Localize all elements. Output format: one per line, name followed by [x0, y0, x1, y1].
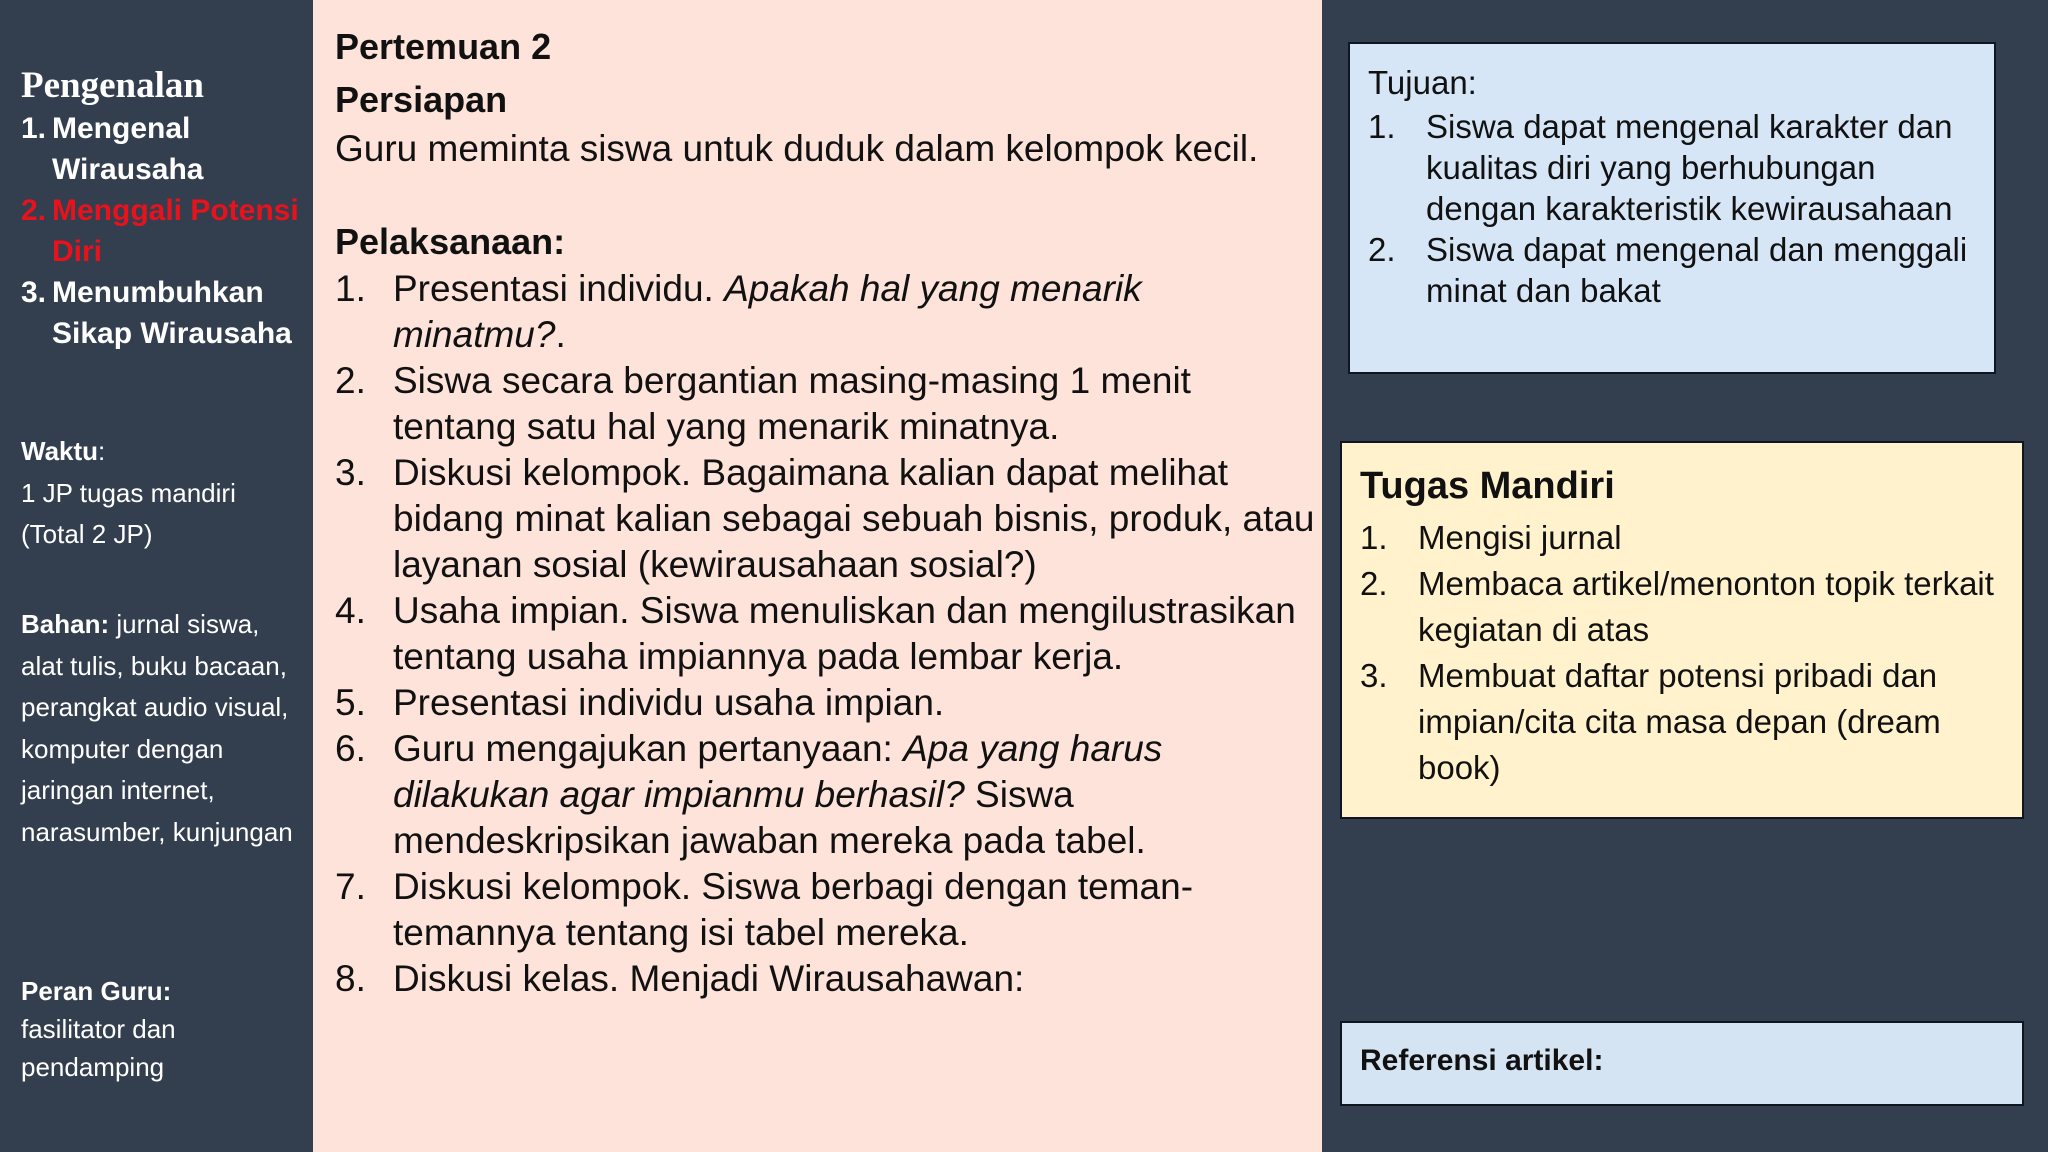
list-item-text: Siswa dapat mengenal dan menggali minat dan bakat — [1426, 231, 1968, 309]
tujuan-title: Tujuan: — [1368, 64, 1477, 101]
sidebar-item-menggali-potensi-diri[interactable] — [21, 190, 311, 272]
waktu-label: Waktu — [21, 436, 99, 466]
list-item — [1368, 229, 1988, 311]
bahan-value: jurnal siswa, alat tulis, buku bacaan, perangkat audio visual, komputer dengan jaringan internet, narasumber, kunjungan — [21, 609, 293, 847]
list-item-number: 3. — [1360, 657, 1388, 694]
sidebar-item-menumbuhkan-sikap-wirausaha[interactable] — [21, 272, 311, 354]
peran-guru-section — [21, 972, 306, 1086]
sidebar-menu — [21, 108, 311, 354]
sidebar-item-number: 2. — [21, 194, 47, 227]
list-item-question: Apakah hal yang menarik minatmu? — [393, 268, 1142, 355]
main-panel — [313, 0, 1322, 1152]
tujuan-list — [1368, 106, 1988, 311]
list-item — [335, 450, 1315, 588]
peran-guru-label: Peran Guru: — [21, 976, 172, 1006]
list-item — [1368, 106, 1988, 229]
list-item-text: Diskusi kelas. Menjadi Wirausahawan: — [393, 958, 1025, 999]
list-item-number: 5. — [335, 682, 366, 723]
referensi-box — [1340, 1021, 2024, 1106]
peran-guru-value: fasilitator dan pendamping — [21, 1014, 176, 1082]
list-item — [1360, 561, 2020, 653]
pelaksanaan-list — [335, 266, 1315, 1002]
list-item-tail: Siswa mendeskripsikan jawaban mereka pada tabel. — [393, 774, 1146, 861]
list-item-question: Apa yang harus dilakukan agar impianmu berhasil? — [393, 728, 1163, 815]
list-item-number: 2. — [335, 360, 366, 401]
bahan-section — [21, 604, 306, 853]
list-item-text: Presentasi individu. — [393, 268, 725, 309]
list-item-text: Usaha impian. Siswa menuliskan dan mengilustrasikan tentang usaha impiannya pada lembar kerja. — [393, 590, 1296, 677]
pelaksanaan-heading: Pelaksanaan: — [335, 221, 566, 262]
list-item-number: 1. — [335, 268, 366, 309]
list-item — [1360, 653, 2020, 791]
list-item-number: 1. — [1368, 108, 1396, 145]
list-item — [335, 956, 1315, 1002]
referensi-title: Referensi artikel: — [1360, 1044, 1604, 1077]
bahan-label: Bahan: — [21, 609, 110, 639]
tugas-mandiri-list — [1360, 515, 2020, 791]
tugas-mandiri-box — [1340, 441, 2024, 819]
list-item-text: Mengisi jurnal — [1418, 519, 1622, 556]
list-item — [335, 358, 1315, 450]
list-item — [335, 726, 1315, 864]
tujuan-box — [1348, 42, 1996, 374]
list-item-text: Guru mengajukan pertanyaan: — [393, 728, 904, 769]
sidebar — [0, 0, 312, 1152]
list-item-number: 2. — [1368, 231, 1396, 268]
list-item — [335, 864, 1315, 956]
list-item-text: Membaca artikel/menonton topik terkait kegiatan di atas — [1418, 565, 1994, 648]
waktu-colon: : — [98, 436, 106, 466]
sidebar-item-mengenal-wirausaha[interactable] — [21, 108, 311, 190]
persiapan-heading: Persiapan — [335, 79, 508, 120]
list-item — [1360, 515, 2020, 561]
list-item-number: 3. — [335, 452, 366, 493]
sidebar-item-number: 1. — [21, 112, 47, 145]
list-item-number: 6. — [335, 728, 366, 769]
list-item — [335, 588, 1315, 680]
persiapan-text: Guru meminta siswa untuk duduk dalam kelompok kecil. — [335, 128, 1259, 169]
list-item-number: 7. — [335, 866, 366, 907]
list-item-tail: . — [555, 314, 566, 355]
sidebar-item-label: Menumbuhkan Sikap Wirausaha — [52, 276, 292, 350]
waktu-section — [21, 431, 306, 556]
list-item-text: Membuat daftar potensi pribadi dan impian/cita cita masa depan (dream book) — [1418, 657, 1941, 786]
list-item-text: Siswa dapat mengenal karakter dan kualitas diri yang berhubungan dengan karakteristik kewirausahaan — [1426, 108, 1953, 227]
list-item — [335, 266, 1315, 358]
list-item-text: Presentasi individu usaha impian. — [393, 682, 945, 723]
tugas-mandiri-title: Tugas Mandiri — [1360, 465, 1615, 507]
sidebar-item-label: Menggali Potensi Diri — [52, 194, 299, 268]
list-item-text: Siswa secara bergantian masing-masing 1 menit tentang satu hal yang menarik minatnya. — [393, 360, 1191, 447]
list-item-text: Diskusi kelompok. Bagaimana kalian dapat melihat bidang minat kalian sebagai sebuah bisnis, produk, atau layanan sosial (kewirausahaan sosial?) — [393, 452, 1315, 585]
sidebar-item-number: 3. — [21, 276, 47, 309]
list-item-number: 4. — [335, 590, 366, 631]
sidebar-title: Pengenalan — [21, 65, 204, 106]
sidebar-item-label: Mengenal Wirausaha — [52, 112, 204, 186]
list-item-text: Diskusi kelompok. Siswa berbagi dengan teman-temannya tentang isi tabel mereka. — [393, 866, 1194, 953]
list-item-number: 2. — [1360, 565, 1388, 602]
waktu-value: 1 JP tugas mandiri (Total 2 JP) — [21, 477, 236, 549]
list-item-number: 8. — [335, 958, 366, 999]
page-title: Pertemuan 2 — [335, 26, 552, 67]
list-item — [335, 680, 1315, 726]
list-item-number: 1. — [1360, 519, 1388, 556]
